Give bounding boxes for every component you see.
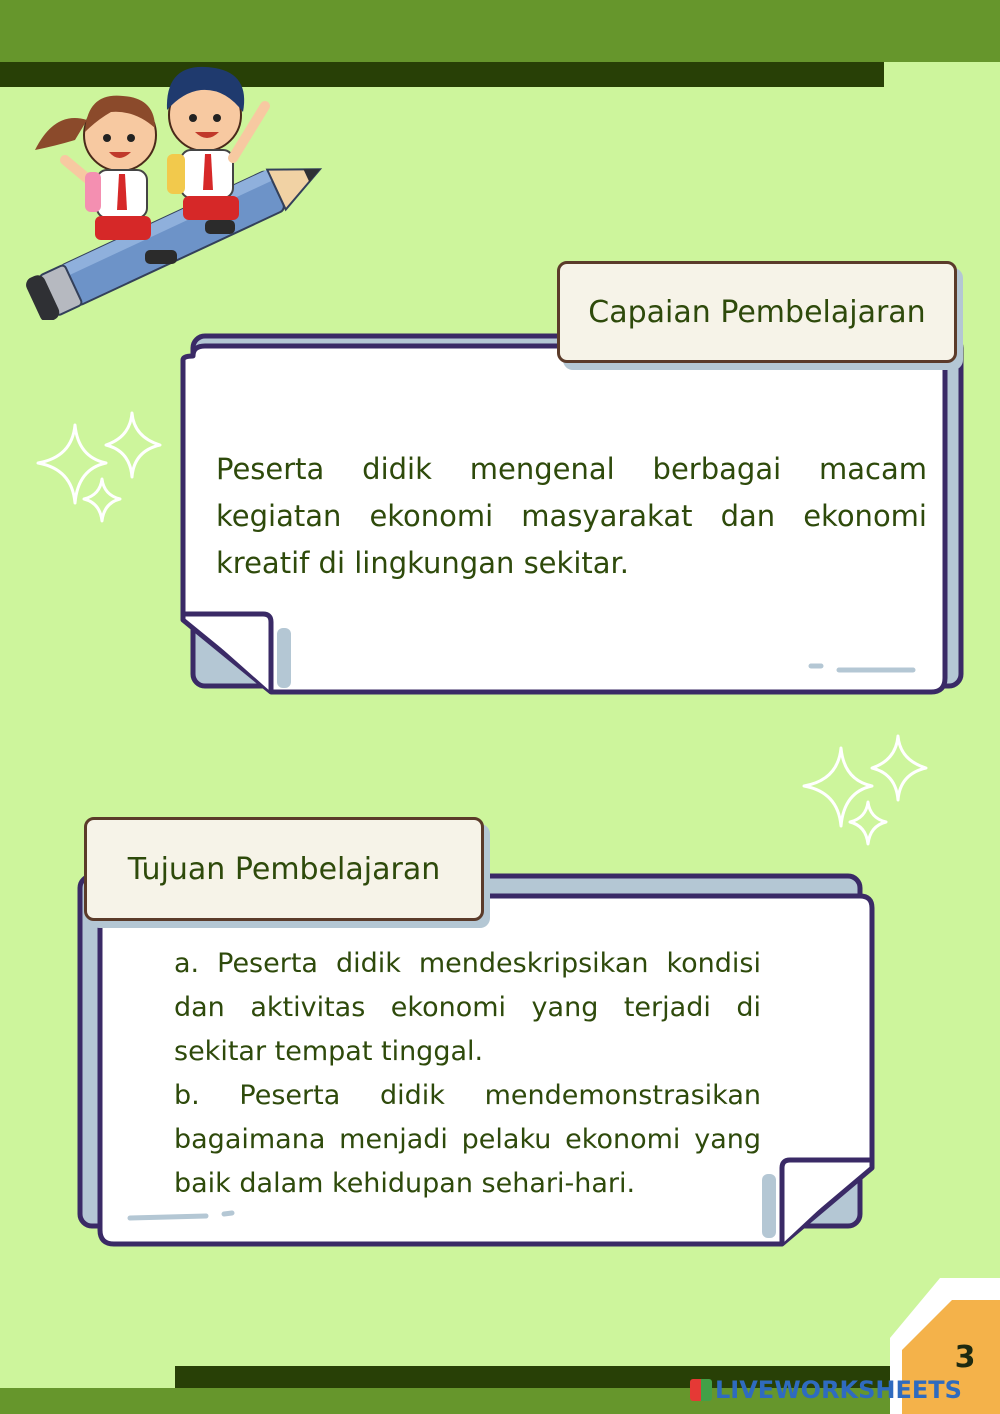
capaian-title-tab [557,261,957,363]
capaian-text: Peserta didik mengenal berbagai macam kegiatan ekonomi masyarakat dan ekonomi kreatif di lingkungan sekitar. [216,452,927,580]
tujuan-title: Tujuan Pembelajaran [127,851,441,887]
tujuan-title-tab [84,817,484,921]
liveworksheets-logo-icon [690,1379,712,1401]
sparkle-icon [30,405,170,535]
tujuan-list [174,942,761,1206]
capaian-title: Capaian Pembelajaran [588,294,926,330]
kids-on-pencil-illustration [15,40,355,320]
tujuan-item-b: b. Peserta didik mendemonstrasikan bagaimana menjadi pelaku ekonomi yang baik dalam kehidupan sehari-hari. [174,1080,761,1199]
sparkle-icon [796,728,936,858]
liveworksheets-watermark [690,1376,962,1404]
tujuan-item-a: a. Peserta didik mendeskripsikan kondisi dan aktivitas ekonomi yang terjadi di sekitar tempat tinggal. [174,948,761,1067]
page-number: 3 [954,1340,976,1375]
watermark-text: LIVEWORKSHEETS [715,1376,962,1404]
